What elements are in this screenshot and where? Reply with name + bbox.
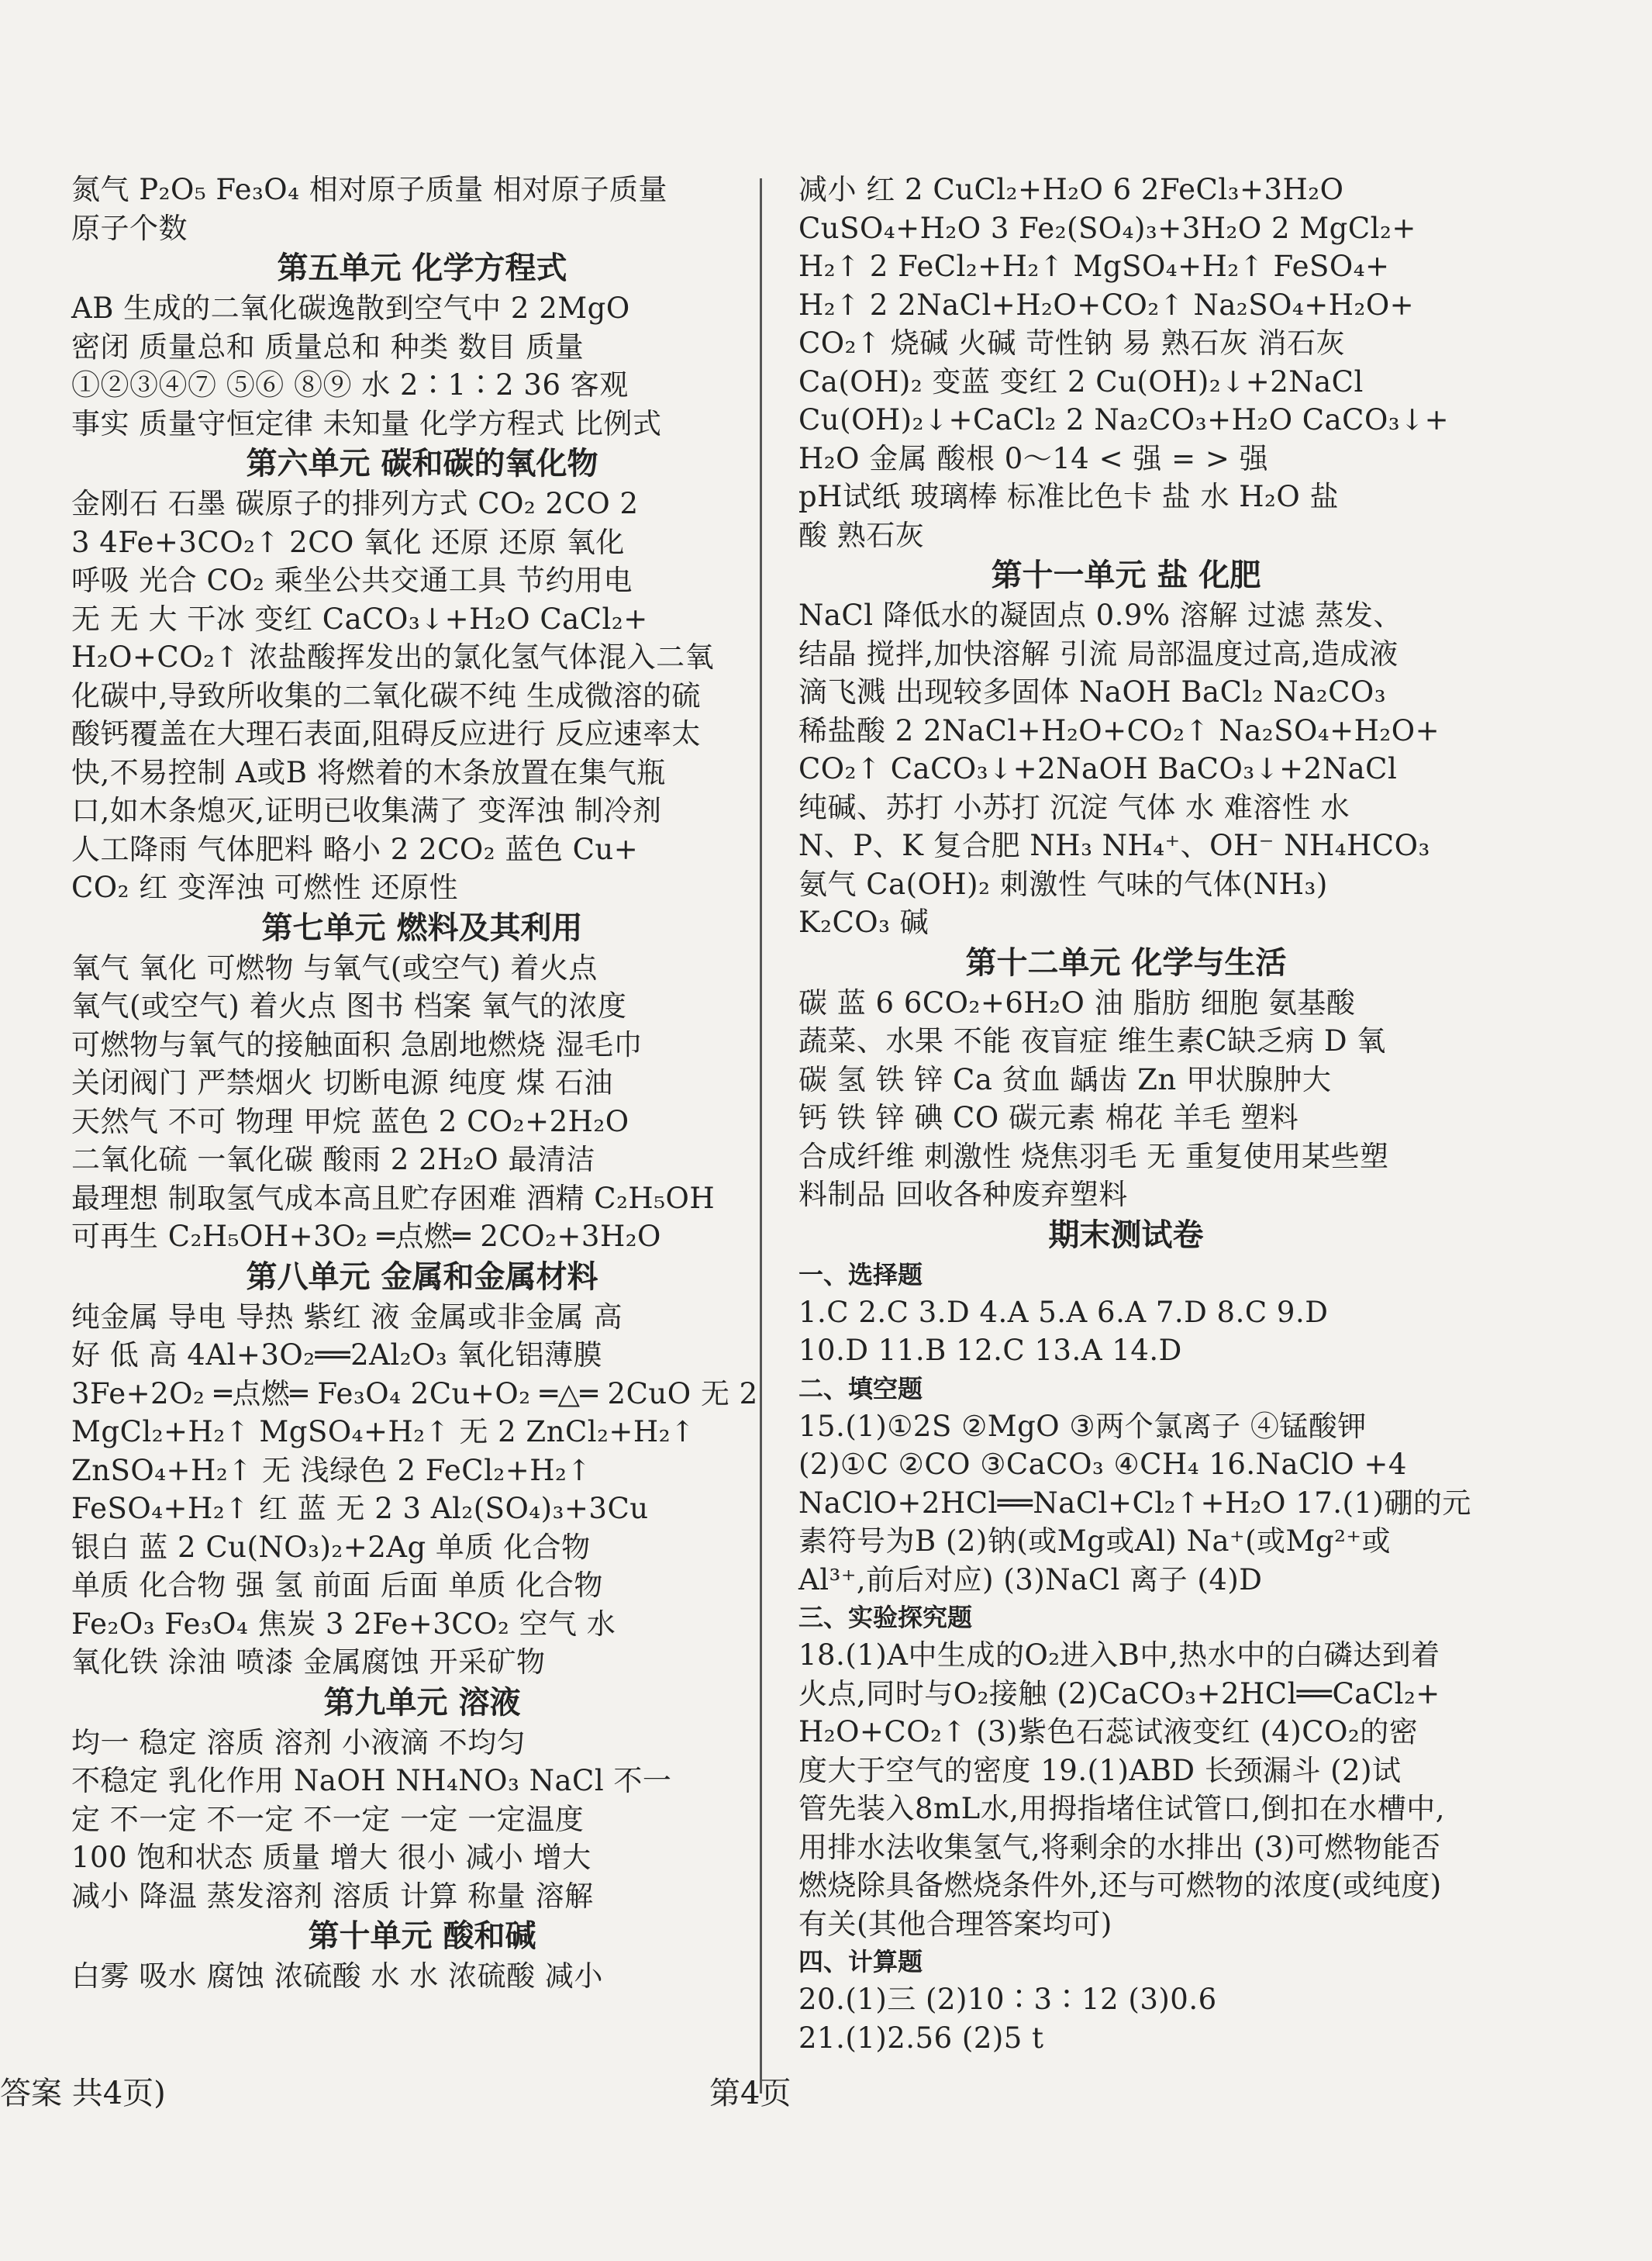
answer-line: 最理想 制取氢气成本高且贮存困难 酒精 C₂H₅OH <box>71 1181 716 1215</box>
answer-line: pH试纸 玻璃棒 标准比色卡 盐 水 H₂O 盐 <box>798 480 1339 513</box>
answer-line: 燃烧除具备燃烧条件外,还与可燃物的浓度(或纯度) <box>798 1869 1442 1902</box>
answer-line: 呼吸 光合 CO₂ 乘坐公共交通工具 节约用电 <box>71 564 633 597</box>
answer-line: 好 低 高 4Al+3O₂══2Al₂O₃ 氧化铝薄膜 <box>71 1338 602 1372</box>
unit-heading: 第十二单元 化学与生活 <box>965 944 1287 981</box>
unit-heading: 第十单元 酸和碱 <box>308 1918 536 1954</box>
answer-line: Cu(OH)₂↓+CaCl₂ 2 Na₂CO₃+H₂O CaCO₃↓+ <box>798 403 1450 437</box>
answer-line: NaClO+2HCl══NaCl+Cl₂↑+H₂O 17.(1)硼的元 <box>798 1486 1471 1520</box>
answer-line: 100 饱和状态 质量 增大 很小 减小 增大 <box>71 1841 591 1874</box>
answer-line: (2)①C ②CO ③CaCO₃ ④CH₄ 16.NaClO +4 <box>798 1448 1407 1481</box>
answer-line: MgCl₂+H₂↑ MgSO₄+H₂↑ 无 2 ZnCl₂+H₂↑ <box>71 1415 695 1448</box>
section-heading: 三、实验探究题 <box>798 1603 973 1632</box>
answer-line: 21.(1)2.56 (2)5 t <box>798 2021 1044 2055</box>
answer-line: 3Fe+2O₂ ═点燃═ Fe₃O₄ 2Cu+O₂ ═△═ 2CuO 无 2 <box>71 1376 758 1410</box>
answer-line: 蔬菜、水果 不能 夜盲症 维生素C缺乏病 D 氧 <box>798 1024 1386 1058</box>
answer-line: 均一 稳定 溶质 溶剂 小液滴 不均匀 <box>71 1725 526 1759</box>
column-divider <box>760 178 762 2094</box>
answer-line: 天然气 不可 物理 甲烷 蓝色 2 CO₂+2H₂O <box>71 1104 629 1138</box>
answer-line: 氮气 P₂O₅ Fe₃O₄ 相对原子质量 相对原子质量 <box>71 173 667 206</box>
answer-line: 酸钙覆盖在大理石表面,阻碍反应进行 反应速率太 <box>71 717 702 751</box>
right-column <box>798 171 1471 2057</box>
answer-line: H₂↑ 2 FeCl₂+H₂↑ MgSO₄+H₂↑ FeSO₄+ <box>798 250 1390 283</box>
answer-line: 素符号为B (2)钠(或Mg或Al) Na⁺(或Mg²⁺或 <box>798 1524 1391 1558</box>
answer-line: 有关(其他合理答案均可) <box>798 1907 1112 1941</box>
answer-line: AB 生成的二氧化碳逸散到空气中 2 2MgO <box>71 292 630 325</box>
answer-line: N、P、K 复合肥 NH₃ NH₄⁺、OH⁻ NH₄HCO₃ <box>798 829 1430 862</box>
page-number: 第4页 <box>709 2076 792 2111</box>
answer-line: 酸 熟石灰 <box>798 518 925 552</box>
answer-line: 事实 质量守恒定律 未知量 化学方程式 比例式 <box>71 406 662 440</box>
unit-heading: 第七单元 燃料及其利用 <box>261 909 583 946</box>
answer-line: H₂O+CO₂↑ 浓盐酸挥发出的氯化氢气体混入二氧 <box>71 640 715 674</box>
answer-line: 白雾 吸水 腐蚀 浓硫酸 水 水 浓硫酸 减小 <box>71 1959 603 1993</box>
answer-line: Al³⁺,前后对应) (3)NaCl 离子 (4)D <box>798 1562 1263 1597</box>
answer-line: 可燃物与氧气的接触面积 急剧地燃烧 湿毛巾 <box>71 1027 643 1061</box>
answer-line: 无 无 大 干冰 变红 CaCO₃↓+H₂O CaCl₂+ <box>71 602 648 636</box>
answer-line: 10.D 11.B 12.C 13.A 14.D <box>798 1334 1182 1367</box>
answer-line: 银白 蓝 2 Cu(NO₃)₂+2Ag 单质 化合物 <box>71 1530 591 1564</box>
answer-line: 料制品 回收各种废弃塑料 <box>798 1178 1128 1211</box>
unit-heading: 期末测试卷 <box>1048 1216 1204 1253</box>
answer-line: 减小 红 2 CuCl₂+H₂O 6 2FeCl₃+3H₂O <box>798 173 1344 206</box>
answer-line: Fe₂O₃ Fe₃O₄ 焦炭 3 2Fe+3CO₂ 空气 水 <box>71 1607 616 1641</box>
answer-line: 度大于空气的密度 19.(1)ABD 长颈漏斗 (2)试 <box>798 1753 1402 1787</box>
answer-line: 可再生 C₂H₅OH+3O₂ ═点燃═ 2CO₂+3H₂O <box>71 1220 661 1253</box>
unit-heading: 第五单元 化学方程式 <box>277 250 567 286</box>
answer-line: H₂O+CO₂↑ (3)紫色石蕊试液变红 (4)CO₂的密 <box>798 1715 1419 1748</box>
answer-line: 原子个数 <box>71 211 188 245</box>
answer-line: CuSO₄+H₂O 3 Fe₂(SO₄)₃+3H₂O 2 MgCl₂+ <box>798 211 1416 245</box>
answer-line: 管先装入8mL水,用拇指堵住试管口,倒扣在水槽中, <box>798 1792 1445 1825</box>
answer-line: 人工降雨 气体肥料 略小 2 2CO₂ 蓝色 Cu+ <box>71 832 639 866</box>
answer-line: 结晶 搅拌,加快溶解 引流 局部温度过高,造成液 <box>798 637 1399 671</box>
answer-line: 20.(1)三 (2)10∶3∶12 (3)0.6 <box>798 1983 1217 2016</box>
answer-line: 碳 蓝 6 6CO₂+6H₂O 油 脂肪 细胞 氨基酸 <box>798 986 1356 1020</box>
answer-line: 氨气 Ca(OH)₂ 刺激性 气味的气体(NH₃) <box>798 867 1328 901</box>
answer-line: Ca(OH)₂ 变蓝 变红 2 Cu(OH)₂↓+2NaCl <box>798 364 1364 399</box>
answer-line: K₂CO₃ 碱 <box>798 906 929 939</box>
section-heading: 二、填空题 <box>798 1373 923 1403</box>
answer-line: FeSO₄+H₂↑ 红 蓝 无 2 3 Al₂(SO₄)₃+3Cu <box>71 1492 649 1525</box>
answer-line: 滴飞溅 出现较多固体 NaOH BaCl₂ Na₂CO₃ <box>798 675 1387 709</box>
answer-line: 金刚石 石墨 碳原子的排列方式 CO₂ 2CO 2 <box>71 487 639 520</box>
answer-line: ①②③④⑦ ⑤⑥ ⑧⑨ 水 2∶1∶2 36 客观 <box>71 368 629 402</box>
section-heading: 一、选择题 <box>798 1259 923 1289</box>
answer-line: CO₂↑ CaCO₃↓+2NaOH BaCO₃↓+2NaCl <box>798 752 1398 785</box>
answer-line: 减小 降温 蒸发溶剂 溶质 计算 称量 溶解 <box>71 1879 594 1913</box>
answer-line: 氧化铁 涂油 喷漆 金属腐蚀 开采矿物 <box>71 1645 546 1679</box>
answer-line: 钙 铁 锌 碘 CO 碳元素 棉花 羊毛 塑料 <box>798 1101 1299 1134</box>
unit-heading: 第八单元 金属和金属材料 <box>246 1258 598 1295</box>
answer-line: 合成纤维 刺激性 烧焦羽毛 无 重复使用某些塑 <box>798 1139 1389 1173</box>
answer-line: 碳 氢 铁 锌 Ca 贫血 龋齿 Zn 甲状腺肿大 <box>798 1062 1332 1096</box>
unit-heading: 第九单元 溶液 <box>323 1683 521 1721</box>
section-heading: 四、计算题 <box>798 1947 923 1976</box>
answer-line: 3 4Fe+3CO₂↑ 2CO 氧化 还原 还原 氧化 <box>71 525 625 559</box>
answer-line: 口,如木条熄灭,证明已收集满了 变浑浊 制冷剂 <box>71 794 662 827</box>
answer-line: ZnSO₄+H₂↑ 无 浅绿色 2 FeCl₂+H₂↑ <box>71 1453 591 1487</box>
answer-line: 化碳中,导致所收集的二氧化碳不纯 生成微溶的硫 <box>71 678 702 713</box>
unit-heading: 第十一单元 盐 化肥 <box>991 557 1261 593</box>
answer-line: 15.(1)①2S ②MgO ③两个氯离子 ④锰酸钾 <box>798 1409 1367 1443</box>
answer-line: 定 不一定 不一定 不一定 一定 一定温度 <box>71 1802 585 1836</box>
answer-line: 火点,同时与O₂接触 (2)CaCO₃+2HCl══CaCl₂+ <box>798 1676 1440 1710</box>
answer-line: NaCl 降低水的凝固点 0.9% 溶解 过滤 蒸发、 <box>798 599 1402 632</box>
answer-line: CO₂ 红 变浑浊 可燃性 还原性 <box>71 871 459 904</box>
answer-line: 二氧化硫 一氧化碳 酸雨 2 2H₂O 最清洁 <box>71 1143 595 1176</box>
answer-line: 不稳定 乳化作用 NaOH NH₄NO₃ NaCl 不一 <box>71 1764 672 1797</box>
answer-line: CO₂↑ 烧碱 火碱 苛性钠 易 熟石灰 消石灰 <box>798 326 1346 360</box>
answer-line: H₂O 金属 酸根 0～14 < 强 = > 强 <box>798 441 1269 475</box>
answer-line: 纯金属 导电 导热 紫红 液 金属或非金属 高 <box>71 1300 623 1334</box>
answer-line: H₂↑ 2 2NaCl+H₂O+CO₂↑ Na₂SO₄+H₂O+ <box>798 288 1415 322</box>
answer-line: 单质 化合物 强 氢 前面 后面 单质 化合物 <box>71 1569 603 1602</box>
answer-line: 快,不易控制 A或B 将燃着的木条放置在集气瓶 <box>71 755 666 789</box>
answer-line: 18.(1)A中生成的O₂进入B中,热水中的白磷达到着 <box>798 1638 1440 1672</box>
answer-line: 稀盐酸 2 2NaCl+H₂O+CO₂↑ Na₂SO₄+H₂O+ <box>798 713 1440 747</box>
footer-answer-label: 答案 共4页) <box>0 2076 166 2111</box>
answer-line: 纯碱、苏打 小苏打 沉淀 气体 水 难溶性 水 <box>798 790 1350 824</box>
answer-line: 关闭阀门 严禁烟火 切断电源 纯度 煤 石油 <box>71 1066 613 1099</box>
answer-line: 氧气 氧化 可燃物 与氧气(或空气) 着火点 <box>71 951 598 985</box>
answer-line: 密闭 质量总和 质量总和 种类 数目 质量 <box>71 330 585 364</box>
answer-line: 1.C 2.C 3.D 4.A 5.A 6.A 7.D 8.C 9.D <box>798 1295 1329 1329</box>
left-column <box>71 171 758 1996</box>
unit-heading: 第六单元 碳和碳的氧化物 <box>246 445 598 482</box>
answer-line: 氧气(或空气) 着火点 图书 档案 氧气的浓度 <box>71 989 627 1023</box>
answer-line: 用排水法收集氢气,将剩余的水排出 (3)可燃物能否 <box>798 1830 1441 1864</box>
